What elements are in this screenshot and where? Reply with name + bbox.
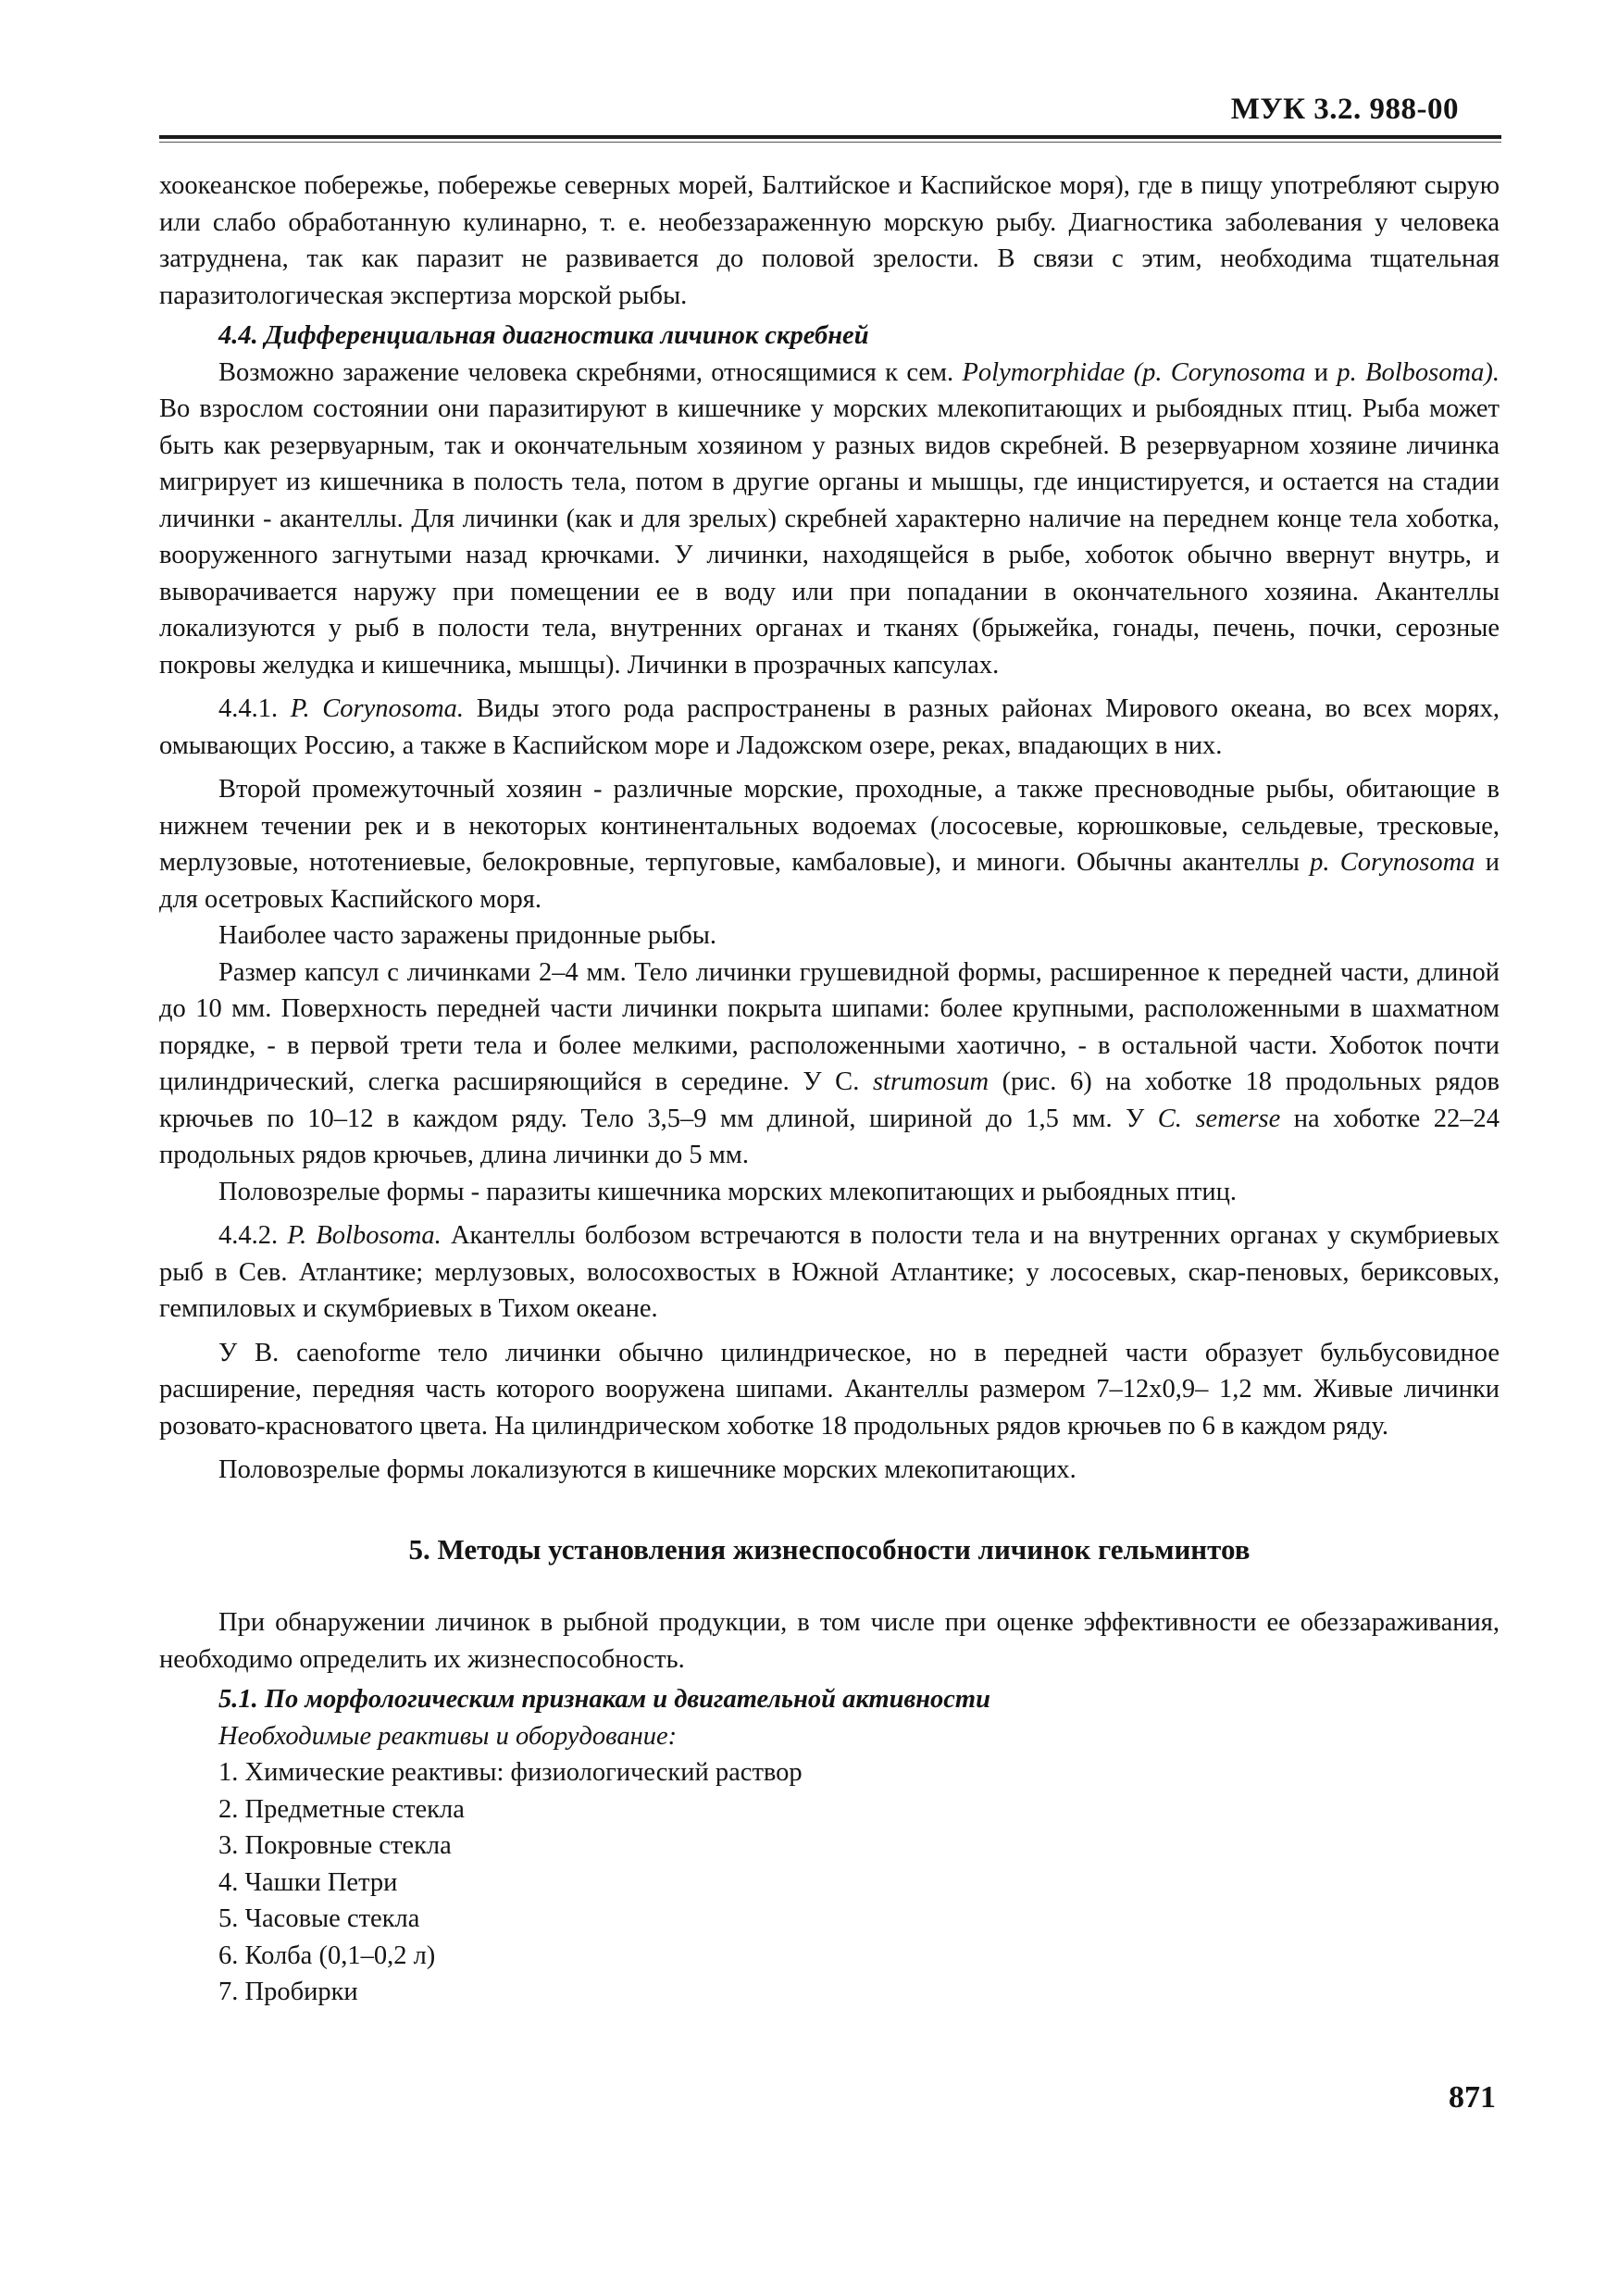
text-run: Виды этого рода распространены в разных районах Мирового океана, во всех морях, омывающих Россию, а также в Каспийском море и Ладожском озере, реках, впадающих в них. [159, 694, 1500, 760]
paragraph-mature-forms-2: Половозрелые формы локализуются в кишечнике морских млекопитающих. [218, 1455, 1077, 1484]
taxon-name: strumosum [872, 1067, 989, 1096]
text-run: Акантеллы болбозом встречаются в полости тела и на внутренних органах у скумбриевых рыб в Сев. Атлантике; мерлузовых, волосохвостых в Южной Атлантике; у лососевых, скар-пеновых, бериксовых, гемпиловых и скумбриевых в Тихом океане. [159, 1221, 1500, 1323]
list-item: 1. Химические реактивы: физиологический раствор [218, 1758, 803, 1787]
list-item: 3. Покровные стекла [218, 1831, 452, 1860]
text-run: 4.4.1. [218, 694, 291, 723]
text-run: и для осетровых Каспийского моря. [159, 848, 1500, 914]
paragraph-intro: хоокеанское побережье, побережье северных морей, Балтийское и Каспийское моря), где в пищу употребляют сырую или слабо обработанную кулинарно, т. е. необеззараженную морскую рыбу. Диагностика заболевания у человека затруднена, так как паразит не развивается до половой зрелости. В связи с этим, необходима тщательная паразитологическая экспертиза морской рыбы. [159, 171, 1500, 310]
paragraph-caenoforme: У B. caenoforme тело личинки обычно цилиндрическое, но в передней части образует бульбусовидное расширение, передняя часть которого вооружена шипами. Акантеллы размером 7–12х0,9– 1,2 мм. Живые личинки розовато-красноватого цвета. На цилиндрическом хоботке 18 продольных рядов крючьев по 6 в каждом ряду. [159, 1338, 1500, 1441]
text-run: Во взрослом состоянии они паразитируют в кишечнике у морских млекопитающих и рыбоядных птиц. Рыба может быть как резервуарным, так и окончательным хозяином у разных видов скребней. В резервуарном хозяине личинка мигрирует из кишечника в полость тела, потом в другие органы и мышцы, где инцистируется, и остается на стадии личинки - акантеллы. Для личинки (как и для зрелых) скребней характерно наличие на переднем конце тела хоботка, вооруженного загнутыми назад крючками. У личинки, находящейся в рыбе, хоботок обычно ввернут внутрь, и выворачивается наружу при помещении ее в воду или при попадании в окончательного хозяина. Акантеллы локализуются у рыб в полости тела, внутренних органах и тканях (брыжейка, гонады, печень, почки, серозные покровы желудка и кишечника, мышцы). Личинки в прозрачных капсулах. [159, 394, 1500, 680]
text-run: на хоботке 22–24 продольных рядов крючьев, длина личинки до 5 мм. [159, 1104, 1500, 1169]
taxon-name: p. Corynosoma [1310, 848, 1475, 877]
page-number: 871 [1449, 2080, 1496, 2115]
text-run: (рис. 6) на хоботке 18 продольных рядов крючьев по 10–12 в каждом ряду. Тело 3,5–9 мм длиной, шириной до 1,5 мм. У [159, 1067, 1500, 1133]
taxon-name: P. Corynosoma. [290, 694, 465, 723]
section-heading-5: 5. Методы установления жизнеспособности личинок гельминтов [408, 1532, 1251, 1566]
list-item: 6. Колба (0,1–0,2 л) [218, 1940, 436, 1970]
document-code: МУК 3.2. 988-00 [1230, 93, 1459, 126]
list-item: 5. Часовые стекла [218, 1904, 420, 1933]
taxon-name: Polymorphidae (p. Corynosoma [962, 357, 1306, 387]
paragraph-intermediate-host [159, 771, 1500, 917]
subsection-heading-5-1: 5.1. По морфологическим признакам и двигательной активности [218, 1685, 990, 1714]
taxon-name: P. Bolbosoma. [287, 1221, 442, 1250]
list-item: 4. Чашки Петри [218, 1867, 398, 1897]
subsection-heading-4-4: 4.4. Дифференциальная диагностика личинок скребней [218, 321, 869, 350]
paragraph-4-4-description [159, 355, 1500, 684]
paragraph-mature-forms-1: Половозрелые формы - паразиты кишечника морских млекопитающих и рыбоядных птиц. [218, 1177, 1237, 1206]
taxon-name: C. semerse [1157, 1104, 1281, 1133]
list-item: 2. Предметные стекла [218, 1794, 465, 1824]
paragraph-4-4-2 [159, 1217, 1500, 1328]
document-body [159, 168, 1500, 2011]
text-run: Второй промежуточный хозяин - различные морские, проходные, а также пресноводные рыбы, обитающие в нижнем течении рек и в некоторых континентальных водоемах (лососевые, корюшковые, сельдевые, тресковые, мерлузовые, нототениевые, белокровные, терпуговые, камбаловые), и миноги. Обычны акантеллы [159, 775, 1500, 877]
equipment-list-caption: Необходимые реактивы и оборудование: [218, 1721, 678, 1751]
paragraph-larva-size [159, 955, 1500, 1174]
paragraph-5-intro: При обнаружении личинок в рыбной продукции, в том числе при оценке эффективности ее обеззараживания, необходимо определить их жизнеспособность. [159, 1608, 1500, 1674]
text-run: Возможно заражение человека скребнями, относящимися к сем. [218, 357, 963, 387]
paragraph-4-4-1 [159, 691, 1500, 764]
header-rule-thin [159, 142, 1501, 143]
header-rule [159, 135, 1501, 139]
list-item: 7. Пробирки [218, 1978, 358, 2006]
paragraph-bottom-fish: Наиболее часто заражены придонные рыбы. [218, 921, 716, 950]
taxon-name: p. Bolbosoma). [1337, 357, 1500, 387]
text-run: и [1305, 357, 1338, 387]
text-run: Размер капсул с личинками 2–4 мм. Тело личинки грушевидной формы, расширенное к передней части, длиной до 10 мм. Поверхность передней части личинки покрыта шипами: более крупными, расположенными в шахматном порядке, - в первой трети тела и более мелкими, расположенными хаотично, - в остальной части. Хоботок почти цилиндрический, слегка расширяющийся в середине. У C. [159, 957, 1500, 1096]
text-run: 4.4.2. [218, 1221, 288, 1250]
equipment-list [159, 1754, 1500, 2011]
